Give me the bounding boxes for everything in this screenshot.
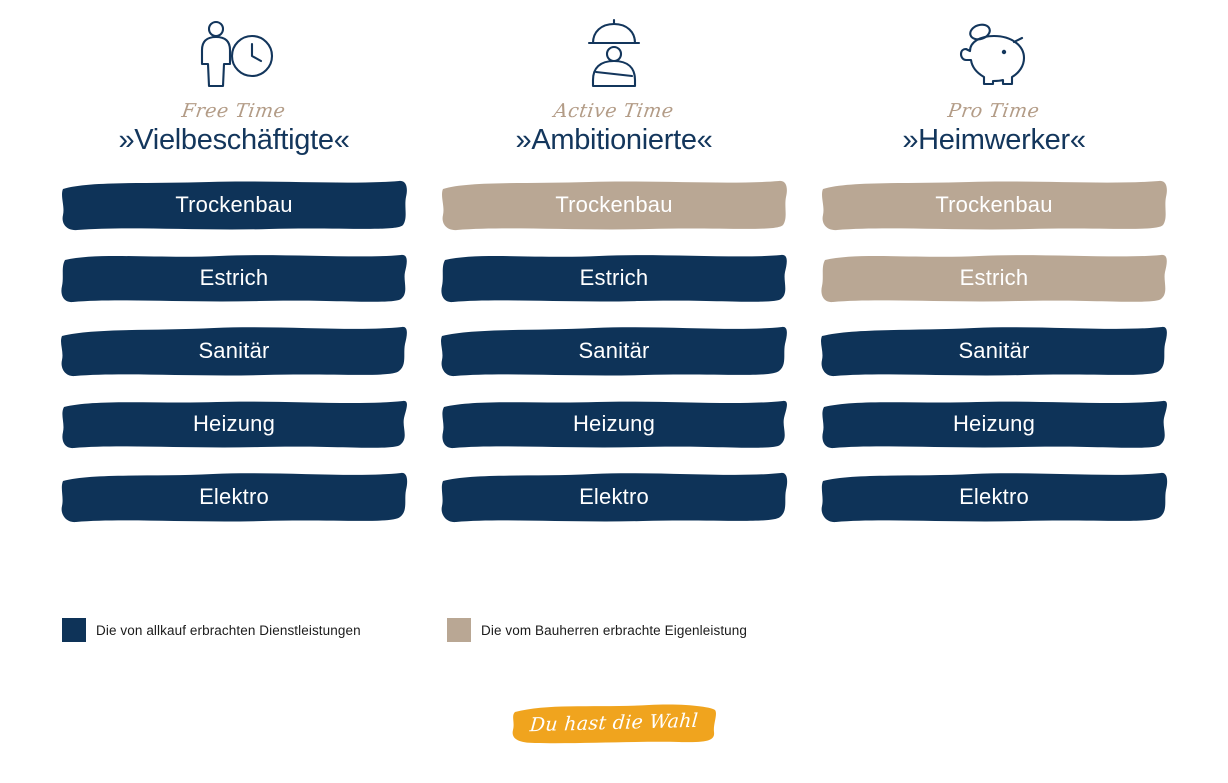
service-bar-label: Elektro [199, 484, 269, 509]
service-bar[interactable] [59, 177, 409, 233]
service-bar[interactable] [59, 250, 409, 306]
piggy-bank-coin-icon [946, 8, 1042, 100]
service-bar-label: Estrich [959, 265, 1029, 290]
column-script-label: Active Time [552, 100, 676, 122]
service-bar-label: Sanitär [958, 338, 1030, 363]
legend-item-allkauf [62, 618, 447, 642]
service-bar-label: Heizung [192, 411, 276, 436]
service-bar-label: Estrich [199, 265, 269, 290]
worker-helmet-icon [569, 8, 659, 100]
footer-badge [0, 700, 1228, 746]
package-column-pro-time [804, 8, 1184, 525]
service-bar-label: Estrich [579, 265, 649, 290]
service-bar[interactable] [819, 469, 1169, 525]
service-bar[interactable] [819, 250, 1169, 306]
service-bar[interactable] [59, 469, 409, 525]
service-bar-label: Heizung [572, 411, 656, 436]
service-bar[interactable] [819, 177, 1169, 233]
busy-person-clock-icon [186, 8, 282, 100]
column-script-label: Pro Time [946, 100, 1042, 122]
legend [62, 618, 962, 642]
service-bar-label: Trockenbau [175, 192, 293, 217]
column-title: »Vielbeschäftigte« [118, 124, 350, 156]
legend-label: Die vom Bauherren erbrachte Eigenleistung [481, 622, 747, 638]
badge-shape [509, 700, 719, 746]
service-bar-label: Elektro [579, 484, 649, 509]
service-bar-label: Trockenbau [555, 192, 673, 217]
badge-label: Du hast die Wahl [528, 709, 700, 737]
service-bar-label: Trockenbau [935, 192, 1053, 217]
column-title: »Ambitionierte« [515, 124, 713, 156]
service-bar-label: Heizung [952, 411, 1036, 436]
legend-item-bauherr [447, 618, 747, 642]
service-bar-label: Elektro [959, 484, 1029, 509]
service-bar[interactable] [819, 323, 1169, 379]
service-bar[interactable] [439, 396, 789, 452]
service-bar-label: Sanitär [198, 338, 270, 363]
service-bar[interactable] [59, 396, 409, 452]
service-bar-label: Sanitär [578, 338, 650, 363]
column-script-label: Free Time [180, 100, 288, 122]
legend-swatch-beige [447, 618, 471, 642]
service-bar[interactable] [439, 177, 789, 233]
service-bar[interactable] [439, 469, 789, 525]
column-title: »Heimwerker« [902, 124, 1086, 156]
legend-label: Die von allkauf erbrachten Dienstleistungen [96, 622, 361, 638]
package-column-free-time [44, 8, 424, 525]
service-bar-list [439, 177, 789, 525]
legend-swatch-navy [62, 618, 86, 642]
service-bar[interactable] [819, 396, 1169, 452]
service-bar[interactable] [439, 323, 789, 379]
service-bar[interactable] [59, 323, 409, 379]
package-column-active-time [424, 8, 804, 525]
service-bar-list [59, 177, 409, 525]
service-bar-list [819, 177, 1169, 525]
service-bar[interactable] [439, 250, 789, 306]
